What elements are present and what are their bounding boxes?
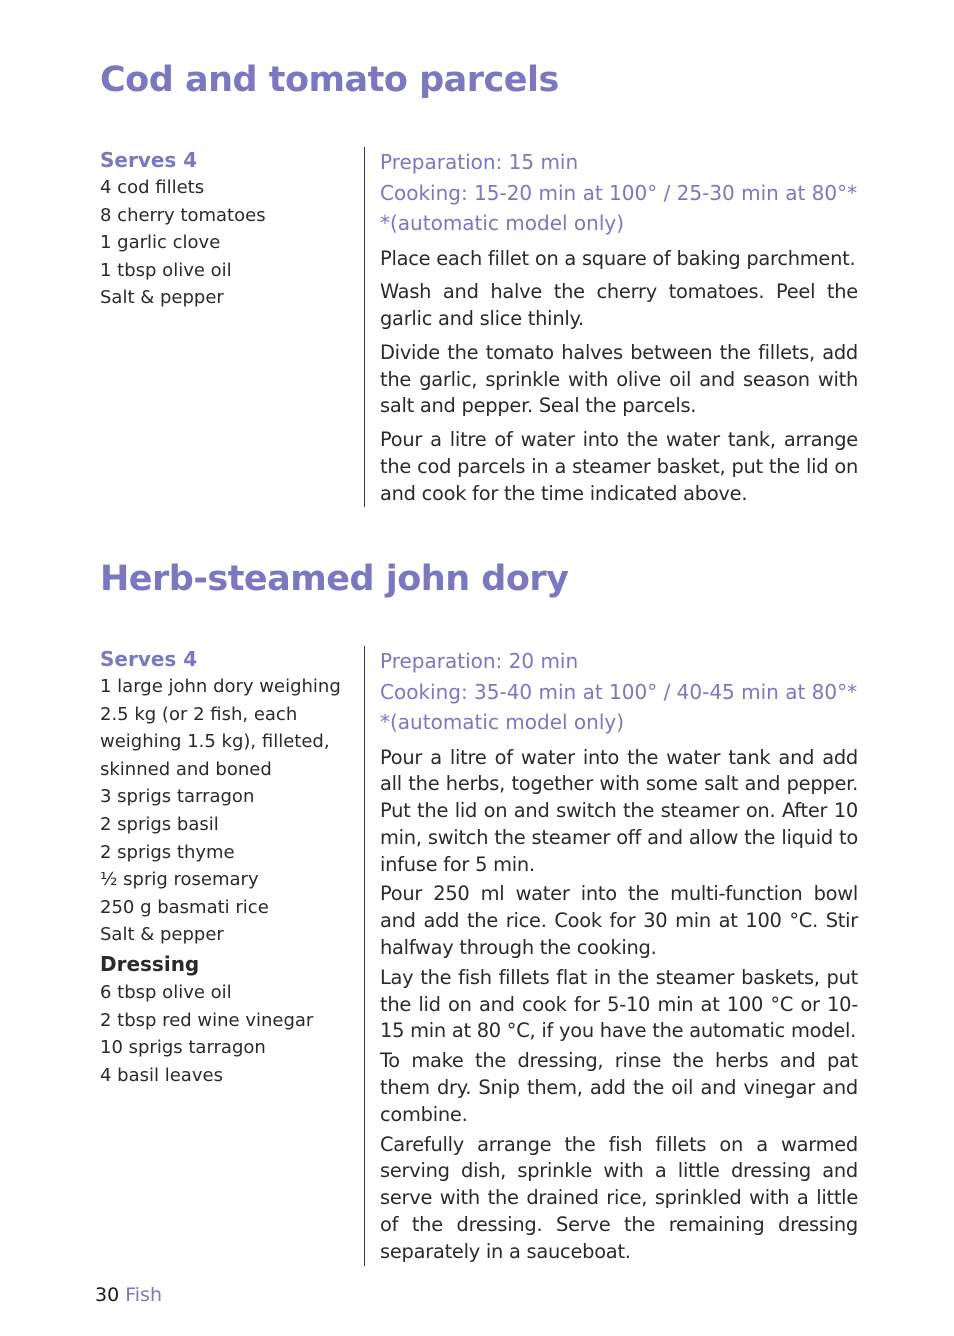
ingredient-item: 1 garlic clove	[100, 232, 221, 254]
method-column	[364, 147, 858, 507]
method-step: Pour 250 ml water into the multi-function bowl and add the rice. Cook for 30 min at 100 °C. Stir halfway through the cooking.	[380, 882, 858, 960]
ingredient-item: 2.5 kg (or 2 fish, each	[100, 703, 298, 725]
recipe-title: Cod and tomato parcels	[100, 60, 559, 100]
ingredient-item: 3 sprigs tarragon	[100, 786, 255, 808]
ingredient-item: 8 cherry tomatoes	[100, 204, 266, 226]
ingredient-list	[100, 673, 350, 949]
ingredient-item: 1 large john dory weighing	[100, 676, 341, 697]
ingredient-list	[100, 174, 350, 312]
preparation-time: Preparation: 15 min	[380, 150, 579, 174]
automatic-model-note: *(automatic model only)	[380, 710, 625, 734]
method-step: Lay the fish fillets flat in the steamer baskets, put the lid on and cook for 5-10 min at 100 °C or 10-15 min at 80 °C, if you have the automatic model.	[380, 965, 858, 1043]
ingredient-item: Salt & pepper	[100, 924, 224, 946]
recipe-title: Herb-steamed john dory	[100, 559, 569, 599]
ingredient-item: 1 tbsp olive oil	[100, 259, 232, 281]
ingredient-item: 2 tbsp red wine vinegar	[100, 1009, 314, 1031]
dressing-ingredient-list	[100, 979, 350, 1089]
automatic-model-note: *(automatic model only)	[380, 211, 625, 235]
method-step: Divide the tomato halves between the fillets, add the garlic, sprinkle with olive oil and season with salt and pepper. Seal the parcels.	[380, 340, 858, 418]
cooking-time: Cooking: 15-20 min at 100° / 25-30 min at 80°*	[380, 180, 858, 205]
dressing-heading: Dressing	[100, 951, 200, 976]
ingredients-column	[100, 645, 350, 1089]
method-step: Carefully arrange the fish fillets on a warmed serving dish, sprinkle with a little dressing and serve with the drained rice, sprinkled with a little of the dressing. Serve the remaining dressing separately in a sauceboat.	[380, 1132, 858, 1263]
method-column	[364, 646, 858, 1266]
ingredient-item: skinned and boned	[100, 758, 272, 780]
ingredient-item: 2 sprigs thyme	[100, 841, 235, 863]
serves-label: Serves 4	[100, 148, 198, 172]
ingredient-item: 2 sprigs basil	[100, 813, 219, 835]
method-step: To make the dressing, rinse the herbs and pat them dry. Snip them, add the oil and vinegar and combine.	[380, 1049, 858, 1126]
serves-label: Serves 4	[100, 647, 198, 671]
ingredient-item: weighing 1.5 kg), filleted,	[100, 731, 330, 753]
ingredient-item: 10 sprigs tarragon	[100, 1037, 266, 1059]
page-footer	[95, 1283, 162, 1307]
section-label: Fish	[125, 1284, 163, 1306]
ingredient-item: 4 cod fillets	[100, 177, 205, 198]
cooking-time: Cooking: 35-40 min at 100° / 40-45 min at 80°*	[380, 679, 858, 704]
ingredient-item: 6 tbsp olive oil	[100, 981, 232, 1003]
ingredient-item: ½ sprig rosemary	[100, 869, 259, 891]
method-step: Pour a litre of water into the water tank and add all the herbs, together with some salt and pepper. Put the lid on and switch the steamer on. After 10 min, switch the steamer off and allow the liquid to infuse for 5 min.	[380, 745, 858, 876]
ingredients-column	[100, 146, 350, 312]
ingredient-item: 250 g basmati rice	[100, 896, 269, 918]
preparation-time: Preparation: 20 min	[380, 649, 579, 673]
method-step: Wash and halve the cherry tomatoes. Peel the garlic and slice thinly.	[380, 280, 858, 331]
page-number: 30	[95, 1284, 120, 1306]
method-step: Pour a litre of water into the water tank, arrange the cod parcels in a steamer basket, put the lid on and cook for the time indicated above.	[380, 428, 858, 505]
ingredient-item: 4 basil leaves	[100, 1064, 223, 1086]
ingredient-item: Salt & pepper	[100, 287, 224, 309]
method-step: Place each fillet on a square of baking parchment.	[380, 246, 856, 270]
